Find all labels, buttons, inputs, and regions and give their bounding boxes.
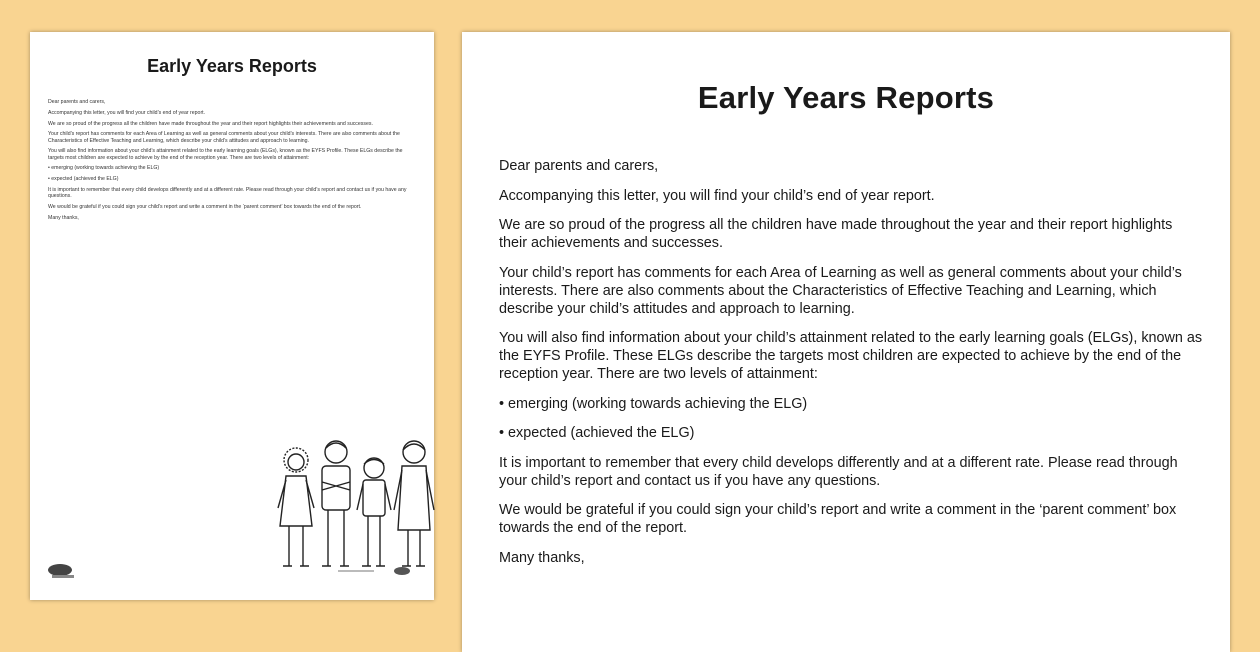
- letter-paragraph: We are so proud of the progress all the children have made throughout the year and their report highlights their achievements and successes.: [499, 217, 1173, 251]
- letter-paragraph: It is important to remember that every child develops differently and at a different rate. Please read through your child’s report and contact us if you have any questions.: [499, 454, 1178, 489]
- thumbnail-paragraph: You will also find information about your child’s attainment related to the early learning goals (ELGs), known as the EYFS Profile. These ELGs describe the targets most children are expected to achieve by the end of the reception year. There are two levels of attainment:: [48, 148, 403, 161]
- thumbnail-paragraph: It is important to remember that every child develops differently and at a different rate. Please read through your child’s report and contact us if you have any questions.: [48, 186, 407, 200]
- page-title: Early Years Reports: [697, 80, 995, 115]
- child-figure-icon: [278, 448, 314, 566]
- children-illustration-icon: [274, 438, 444, 578]
- letter-bullet: • emerging (working towards achieving the ELG): [499, 395, 808, 412]
- main-page[interactable]: [462, 32, 1230, 652]
- brand-logo-small-icon: [392, 565, 412, 577]
- thumbnail-title: Early Years Reports: [147, 56, 317, 76]
- letter-paragraph: You will also find information about your child’s attainment related to the early learning goals (ELGs), known as the EYFS Profile. These ELGs describe the targets most children are expected to achieve by the end of the reception year. There are two levels of attainment:: [499, 330, 1203, 382]
- child-figure-icon: [357, 458, 391, 566]
- thumbnail-page[interactable]: [30, 32, 434, 600]
- thumbnail-paragraph: Your child’s report has comments for each Area of Learning as well as general comments about your child’s interests. There are also comments about the Characteristics of Effective Teaching and Learning, which describe your child’s attitudes and approach to learning.: [48, 131, 400, 144]
- letter-signoff: Many thanks,: [499, 549, 585, 566]
- letter-body: [499, 157, 1204, 578]
- thumbnail-paragraph: We are so proud of the progress all the children have made throughout the year and their report highlights their achievements and successes.: [48, 120, 373, 127]
- letter-paragraph: Accompanying this letter, you will find your child’s end of year report.: [499, 187, 935, 204]
- thumbnail-paragraph: We would be grateful if you could sign your child’s report and write a comment in the ‘parent comment’ box towards the end of the report.: [48, 203, 362, 210]
- brand-logo-icon: [46, 562, 82, 580]
- thumbnail-paragraph: • expected (achieved the ELG): [48, 176, 119, 183]
- child-figure-icon: [394, 441, 434, 566]
- thumbnail-body: [48, 99, 410, 226]
- footer-line-icon: [338, 568, 378, 574]
- thumbnail-paragraph: • emerging (working towards achieving the ELG): [48, 165, 160, 172]
- footer-text: [338, 568, 378, 575]
- letter-paragraph: We would be grateful if you could sign your child’s report and write a comment in the ‘parent comment’ box towards the end of the report.: [499, 502, 1177, 536]
- thumbnail-paragraph: Accompanying this letter, you will find your child’s end of year report.: [48, 109, 206, 116]
- letter-bullet: • expected (achieved the ELG): [499, 425, 695, 441]
- letter-paragraph: Dear parents and carers,: [499, 158, 659, 174]
- child-figure-icon: [322, 441, 350, 566]
- thumbnail-paragraph: Dear parents and carers,: [48, 99, 106, 105]
- thumbnail-paragraph: Many thanks,: [48, 214, 79, 221]
- letter-paragraph: Your child’s report has comments for each Area of Learning as well as general comments about your child’s interests. There are also comments about the Characteristics of Effective Teaching and Learning, which describe your child’s attitudes and approach to learning.: [499, 264, 1182, 317]
